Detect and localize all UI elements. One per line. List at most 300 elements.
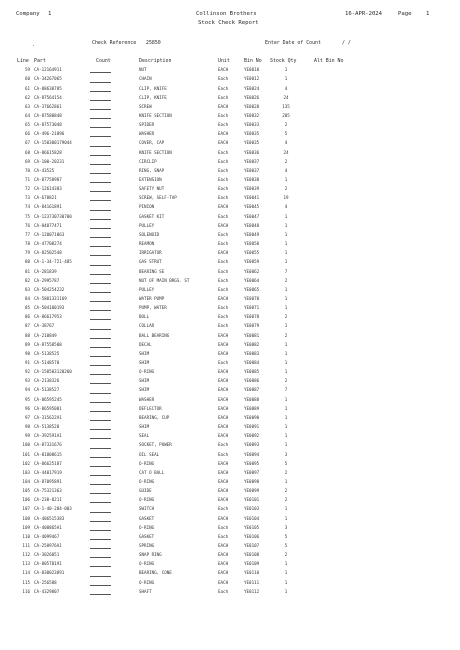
count-entry-blank[interactable] — [90, 283, 111, 284]
part-number: CA-86615828 — [34, 149, 62, 155]
line-number: 79 — [24, 250, 30, 256]
count-entry-blank[interactable] — [90, 383, 111, 384]
count-entry-blank[interactable] — [90, 457, 111, 458]
line-number: 114 — [22, 570, 30, 576]
count-entry-blank[interactable] — [90, 594, 111, 595]
stock-quantity: 1 — [284, 360, 288, 365]
count-entry-blank[interactable] — [90, 539, 111, 540]
part-number: CA-1-40-284-003 — [34, 506, 72, 512]
table-row — [0, 452, 460, 461]
part-description: WATER PUMP — [139, 295, 165, 301]
line-number: 59 — [24, 67, 30, 73]
stock-quantity: 5 — [284, 131, 288, 137]
part-number: CA-47708274 — [34, 241, 62, 247]
table-row — [0, 369, 460, 378]
count-entry-blank[interactable] — [90, 109, 111, 110]
part-description: OIL SEAL — [139, 451, 160, 457]
table-row — [0, 323, 460, 332]
part-number: CA-678821 — [34, 195, 57, 201]
part-description: BEARING, CONE — [139, 570, 172, 576]
count-entry-blank[interactable] — [90, 292, 111, 293]
unit-value: EACH — [218, 488, 229, 494]
bin-number: YE0032 — [244, 112, 260, 118]
stock-quantity: 1 — [284, 241, 288, 247]
count-entry-blank[interactable] — [90, 502, 111, 503]
line-number: 91 — [24, 360, 30, 365]
count-entry-blank[interactable] — [90, 566, 111, 567]
table-row — [0, 479, 460, 488]
bin-number: YE0028 — [244, 103, 260, 109]
part-description: SHAFT — [139, 588, 152, 594]
part-number: CA-2138326 — [34, 378, 60, 384]
part-description: BALL BEARING — [139, 332, 170, 338]
part-description: SWITCH — [139, 506, 155, 512]
bin-number: YE0104 — [244, 515, 260, 521]
stock-quantity: 1 — [284, 177, 288, 182]
count-entry-blank[interactable] — [90, 91, 111, 92]
line-number: 76 — [24, 222, 30, 228]
count-entry-blank[interactable] — [90, 127, 111, 128]
part-number: CA-87331676 — [34, 442, 62, 448]
bin-number: YE0079 — [244, 323, 260, 329]
unit-value: Each — [218, 451, 229, 457]
count-entry-blank[interactable] — [90, 164, 111, 165]
table-row — [0, 552, 460, 561]
stock-quantity: 1 — [284, 433, 288, 439]
table-row — [0, 214, 460, 223]
line-number: 69 — [24, 158, 30, 164]
check-reference-value: 25850 — [146, 40, 161, 46]
unit-value: EACH — [218, 204, 229, 210]
line-number: 86 — [24, 314, 30, 320]
count-entry-blank[interactable] — [90, 429, 111, 430]
part-number: CA-281839 — [34, 268, 57, 274]
table-row — [0, 223, 460, 232]
line-number: 103 — [22, 469, 30, 475]
stock-quantity: 1 — [284, 588, 288, 594]
line-number: 109 — [22, 524, 30, 530]
part-description: CIRCLIP — [139, 158, 157, 164]
count-entry-blank[interactable] — [90, 402, 111, 403]
table-row — [0, 296, 460, 305]
count-entry-blank[interactable] — [90, 182, 111, 183]
table-row — [0, 387, 460, 396]
line-number: 78 — [24, 241, 30, 247]
stock-quantity: 5 — [284, 460, 288, 466]
part-description: NUT — [139, 67, 147, 73]
bin-number: YE0071 — [244, 305, 260, 311]
stock-quantity: 1 — [284, 579, 288, 585]
line-number: 81 — [24, 268, 30, 274]
count-entry-blank[interactable] — [90, 466, 111, 467]
stock-quantity: 4 — [284, 85, 288, 91]
unit-value: Each — [218, 323, 229, 329]
count-entry-blank[interactable] — [90, 512, 111, 513]
line-number: 65 — [24, 122, 30, 128]
line-number: 94 — [24, 387, 30, 393]
bin-number: YE0081 — [244, 332, 260, 338]
part-description: SHIM — [139, 378, 150, 384]
table-row — [0, 131, 460, 140]
bin-number: YE0064 — [244, 277, 260, 283]
part-description: GASKET — [139, 533, 155, 539]
table-row — [0, 442, 460, 451]
line-number: 99 — [24, 433, 30, 439]
count-entry-blank[interactable] — [90, 493, 111, 494]
line-number: 112 — [22, 552, 30, 558]
table-row — [0, 287, 460, 296]
bin-number: YE0084 — [244, 360, 260, 365]
part-description: O-RING — [139, 579, 155, 585]
line-number: 102 — [22, 460, 30, 466]
count-entry-blank[interactable] — [90, 100, 111, 101]
part-number: CA-37662861 — [34, 103, 62, 109]
bin-number: YE0089 — [244, 405, 260, 411]
table-row — [0, 104, 460, 113]
stock-quantity: 1 — [284, 442, 288, 448]
part-description: SOLENOID — [139, 231, 160, 237]
part-description: SHIM — [139, 387, 150, 393]
part-number: CA-504100193 — [34, 305, 65, 311]
part-description: SPRING — [139, 543, 155, 548]
count-entry-blank[interactable] — [90, 548, 111, 549]
part-description: SEAL — [139, 433, 150, 439]
enter-date-label: Enter Date of Count — [265, 40, 321, 46]
unit-value: Each — [218, 533, 229, 539]
count-entry-blank[interactable] — [90, 329, 111, 330]
part-number: CA-84161891 — [34, 204, 62, 210]
part-number: CA-4099467 — [34, 533, 60, 539]
stock-quantity: 2 — [284, 469, 288, 475]
part-description: DEFLECTOR — [139, 405, 162, 411]
unit-value: EACH — [218, 469, 229, 475]
part-description: PUMP, WATER — [139, 305, 167, 311]
count-entry-blank[interactable] — [90, 576, 111, 577]
bin-number: YE0109 — [244, 561, 260, 567]
unit-value: Each — [218, 286, 229, 292]
part-description: SCREW, SELF-TAP — [139, 195, 177, 201]
part-description: O-RING — [139, 478, 155, 484]
unit-value: EACH — [218, 378, 229, 384]
count-entry-blank[interactable] — [90, 347, 111, 348]
part-description: REAMON — [139, 241, 155, 247]
date-entry-blank[interactable]: / / — [342, 40, 351, 46]
line-number: 93 — [24, 378, 30, 384]
part-description: O-RING — [139, 460, 155, 466]
unit-value: Each — [218, 158, 229, 164]
part-number: CA-496-21096 — [34, 131, 65, 137]
part-description: SHIM — [139, 350, 150, 356]
part-description: IRRIGATOR — [139, 250, 162, 256]
count-entry-blank[interactable] — [90, 265, 111, 266]
part-number: CA-5148570 — [34, 360, 60, 365]
unit-value: Each — [218, 268, 229, 274]
count-entry-blank[interactable] — [90, 118, 111, 119]
part-description: SPIDER — [139, 122, 155, 128]
subheader-bullet: . — [32, 42, 35, 48]
table-row — [0, 461, 460, 470]
stock-quantity: 2 — [284, 186, 288, 192]
unit-value: EACH — [218, 497, 229, 503]
unit-value: Each — [218, 360, 229, 365]
count-entry-blank[interactable] — [90, 219, 111, 220]
table-row — [0, 378, 460, 387]
count-entry-blank[interactable] — [90, 228, 111, 229]
count-entry-blank[interactable] — [90, 521, 111, 522]
line-number: 83 — [24, 286, 30, 292]
part-number: CA-4329807 — [34, 588, 60, 594]
part-description: WASHER — [139, 131, 155, 137]
bin-number: YE0111 — [244, 579, 260, 585]
count-entry-blank[interactable] — [90, 210, 111, 211]
count-entry-blank[interactable] — [90, 448, 111, 449]
unit-value: EACH — [218, 460, 229, 466]
bin-number: YE0087 — [244, 387, 260, 393]
col-header-line: Line — [17, 58, 29, 64]
line-number: 111 — [22, 543, 30, 548]
line-number: 90 — [24, 350, 30, 356]
stock-quantity: 1 — [284, 305, 288, 311]
count-entry-blank[interactable] — [90, 274, 111, 275]
part-description: SHIM — [139, 360, 150, 365]
stock-quantity: 1 — [284, 424, 288, 430]
part-number: CA-34267065 — [34, 76, 62, 82]
part-number: CA-5138528 — [34, 424, 60, 430]
table-row — [0, 314, 460, 323]
table-row — [0, 177, 460, 186]
part-number: CA-81808615 — [34, 451, 62, 457]
part-description: SOCKET, POWER — [139, 442, 172, 448]
part-number: CA-87573048 — [34, 122, 62, 128]
stock-quantity: 1 — [284, 295, 288, 301]
table-row — [0, 113, 460, 122]
stock-quantity: 2 — [284, 378, 288, 384]
table-row — [0, 415, 460, 424]
unit-value: Each — [218, 177, 229, 182]
line-number: 89 — [24, 341, 30, 347]
table-row — [0, 506, 460, 515]
count-entry-blank[interactable] — [90, 173, 111, 174]
table-row — [0, 497, 460, 506]
part-number: CA-3026051 — [34, 552, 60, 558]
bin-number: YE0024 — [244, 85, 260, 91]
part-number: CA-86617953 — [34, 314, 62, 320]
table-row — [0, 589, 460, 598]
stock-quantity: 2 — [284, 332, 288, 338]
part-description: SHIM — [139, 424, 150, 430]
stock-quantity: 1 — [284, 396, 288, 402]
table-row — [0, 269, 460, 278]
bin-number: YE0035 — [244, 131, 260, 137]
bin-number: YE0055 — [244, 250, 260, 256]
table-row — [0, 333, 460, 342]
count-entry-blank[interactable] — [90, 237, 111, 238]
company-label: Company — [16, 11, 40, 17]
count-entry-blank[interactable] — [90, 484, 111, 485]
bin-number: YE0033 — [244, 122, 260, 128]
stock-quantity: 1 — [284, 231, 288, 237]
stock-quantity: 1 — [284, 67, 288, 73]
bin-number: YE0103 — [244, 506, 260, 512]
stock-quantity: 19 — [283, 195, 289, 201]
stock-quantity: 2 — [284, 158, 288, 164]
bin-number: YE0101 — [244, 497, 260, 503]
part-number: CA-44017919 — [34, 469, 62, 475]
unit-value: Each — [218, 442, 229, 448]
count-entry-blank[interactable] — [90, 475, 111, 476]
count-entry-blank[interactable] — [90, 420, 111, 421]
table-row — [0, 204, 460, 213]
bin-number: YE0010 — [244, 67, 260, 73]
table-row — [0, 305, 460, 314]
stock-quantity: 24 — [283, 149, 289, 155]
unit-value: Each — [218, 305, 229, 311]
unit-value: EACH — [218, 396, 229, 402]
line-number: 67 — [24, 140, 30, 146]
part-description: GUIDE — [139, 488, 152, 494]
part-description: KNIFE SECTION — [139, 149, 172, 155]
line-number: 84 — [24, 295, 30, 301]
table-row — [0, 168, 460, 177]
count-entry-blank[interactable] — [90, 356, 111, 357]
bin-number: YE0097 — [244, 469, 260, 475]
count-entry-blank[interactable] — [90, 374, 111, 375]
count-entry-blank[interactable] — [90, 557, 111, 558]
count-entry-blank[interactable] — [90, 246, 111, 247]
stock-quantity: 2 — [284, 314, 288, 320]
bin-number: YE0083 — [244, 350, 260, 356]
stock-quantity: 1 — [284, 213, 288, 219]
line-number: 60 — [24, 76, 30, 82]
count-entry-blank[interactable] — [90, 438, 111, 439]
part-number: CA-100-20231 — [34, 158, 65, 164]
count-entry-blank[interactable] — [90, 310, 111, 311]
unit-value: Each — [218, 277, 229, 283]
line-number: 87 — [24, 323, 30, 329]
col-header-description: Description — [139, 58, 172, 64]
stock-quantity: 1 — [284, 561, 288, 567]
table-row — [0, 351, 460, 360]
count-entry-blank[interactable] — [90, 191, 111, 192]
line-number: 74 — [24, 204, 30, 210]
count-entry-blank[interactable] — [90, 411, 111, 412]
line-number: 64 — [24, 112, 30, 118]
part-number: CA-406515383 — [34, 515, 65, 521]
count-entry-blank[interactable] — [90, 72, 111, 73]
table-row — [0, 561, 460, 570]
table-row — [0, 397, 460, 406]
line-number: 70 — [24, 167, 30, 173]
line-number: 108 — [22, 515, 30, 521]
table-row — [0, 95, 460, 104]
part-description: BOLL — [139, 314, 150, 320]
unit-value: Each — [218, 149, 229, 155]
part-number: CA-80578191 — [34, 561, 62, 567]
count-entry-blank[interactable] — [90, 530, 111, 531]
part-description: PINION — [139, 204, 155, 210]
bin-number: YE0091 — [244, 424, 260, 430]
part-description: NUT OF MAIN BRGS. ST — [139, 277, 190, 283]
line-number: 100 — [22, 442, 30, 448]
table-row — [0, 516, 460, 525]
bin-number: YE0078 — [244, 314, 260, 320]
line-number: 95 — [24, 396, 30, 402]
line-number: 101 — [22, 451, 30, 457]
unit-value: Each — [218, 588, 229, 594]
part-description: SAFETY NUT — [139, 186, 165, 192]
count-entry-blank[interactable] — [90, 200, 111, 201]
count-entry-blank[interactable] — [90, 82, 111, 83]
unit-value: Each — [218, 94, 229, 100]
part-description: CLIP, KNIFE — [139, 85, 167, 91]
bin-number: YE0086 — [244, 378, 260, 384]
count-entry-blank[interactable] — [90, 393, 111, 394]
stock-quantity: 1 — [284, 286, 288, 292]
count-entry-blank[interactable] — [90, 136, 111, 137]
part-number: CA-88630785 — [34, 85, 62, 91]
count-entry-blank[interactable] — [90, 365, 111, 366]
part-number: CA-408865A1 — [34, 524, 62, 530]
page-label: Page — [398, 11, 412, 17]
bin-number: YE0037 — [244, 167, 260, 173]
bin-number: YE0035 — [244, 140, 260, 146]
part-number: CA-38767 — [34, 323, 55, 329]
line-number: 66 — [24, 131, 30, 137]
bin-number: YE0105 — [244, 524, 260, 530]
unit-value: EACH — [218, 414, 229, 420]
col-header-alt-bin: Alt Bin No — [314, 58, 344, 64]
count-entry-blank[interactable] — [90, 155, 111, 156]
count-entry-blank[interactable] — [90, 338, 111, 339]
unit-value: Each — [218, 122, 229, 128]
part-number: CA-75321363 — [34, 488, 62, 494]
part-number: CA-82502548 — [34, 250, 62, 256]
bin-number: YE0062 — [244, 268, 260, 274]
count-entry-blank[interactable] — [90, 146, 111, 147]
bin-number: YE0092 — [244, 433, 260, 439]
part-description: GASKET KIT — [139, 213, 165, 219]
stock-quantity: 1 — [284, 350, 288, 356]
part-number: CA-210849 — [34, 332, 57, 338]
bin-number: YE0094 — [244, 451, 260, 457]
count-entry-blank[interactable] — [90, 301, 111, 302]
part-description: O-RING — [139, 497, 155, 503]
line-number: 107 — [22, 506, 30, 512]
table-row — [0, 241, 460, 250]
unit-value: Each — [218, 241, 229, 247]
part-description: KNIFE SECTION — [139, 112, 172, 118]
part-number: CA-87580848 — [34, 112, 62, 118]
unit-value: Each — [218, 213, 229, 219]
line-number: 113 — [22, 561, 30, 567]
count-entry-blank[interactable] — [90, 319, 111, 320]
report-date: 16-APR-2024 — [345, 11, 383, 17]
part-number: CA-150300179044 — [34, 140, 72, 146]
stock-quantity: 1 — [284, 405, 288, 411]
count-entry-blank[interactable] — [90, 255, 111, 256]
stock-quantity: 4 — [284, 140, 288, 146]
line-number: 85 — [24, 305, 30, 311]
count-entry-blank[interactable] — [90, 585, 111, 586]
bin-number: YE0098 — [244, 478, 260, 484]
unit-value: EACH — [218, 543, 229, 548]
part-description: WASHER — [139, 396, 155, 402]
part-description: SNAP RING — [139, 552, 162, 558]
unit-value: EACH — [218, 552, 229, 558]
bin-number: YE0050 — [244, 241, 260, 247]
part-description: O-RING — [139, 561, 155, 567]
col-header-count: Count — [96, 58, 111, 64]
